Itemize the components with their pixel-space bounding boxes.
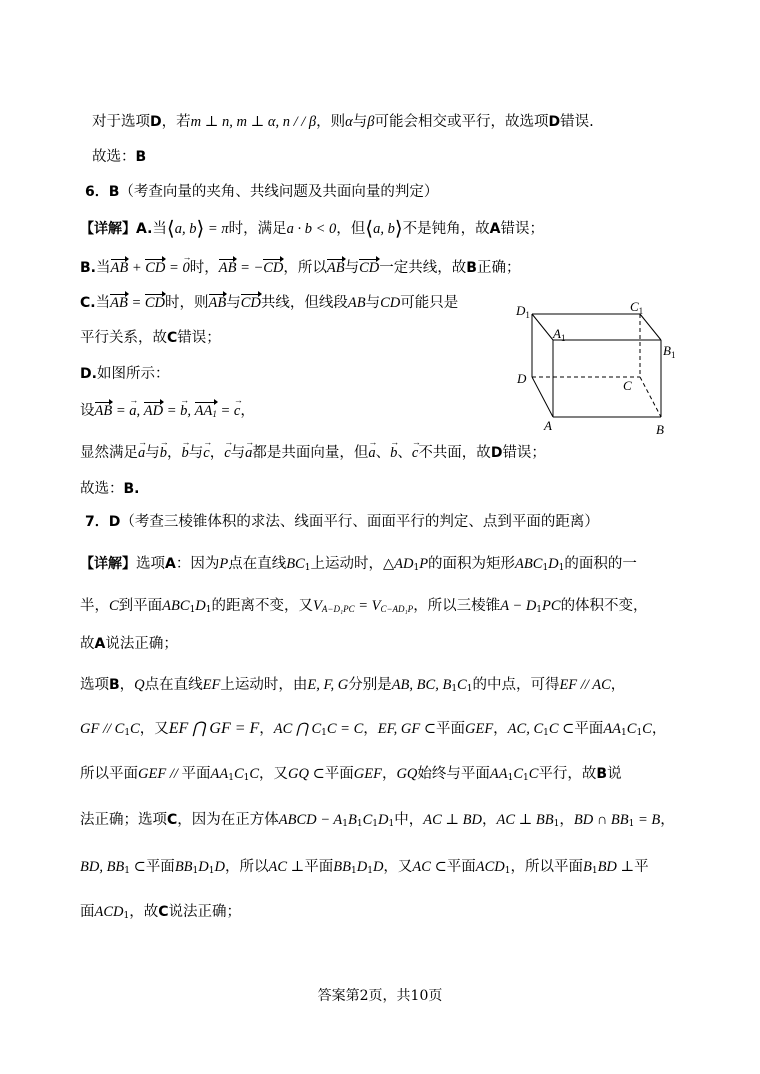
q7-option-a: 【详解】选项A：因为P点在直线$BC_1$上运动时，$\triangle AD_1P$的面积为矩形$ABC_1D_1$的面积的一 — [80, 556, 637, 573]
label-d1: $D_1$ — [516, 303, 530, 320]
label-a: A — [544, 418, 552, 433]
label-c1: $C_1$ — [630, 300, 644, 316]
q6-vector-definitions: 设AB = → a, AD = → b, $AA_1$ = → c， — [80, 401, 255, 424]
q6-option-b: B.当AB + CD = → 0时，AB = −CD，所以AB与CD一定共线，故B正确； — [80, 258, 520, 278]
q7-option-c-perpendicular: BD, $BB_1$ ⊂平面$BB_1D_1D$，所以AC ⊥平面$BB_1D_1D$，又AC ⊂平面$ACD_1$，所以平面$B_1BD$ ⊥平 — [80, 859, 649, 876]
question-6-heading: 6．B（考查向量的夹角、共线问题及共面向量的判定） — [85, 184, 439, 200]
question-7-heading: 7．D（考查三棱锥体积的求法、线面平行、面面平行的判定、点到平面的距离） — [85, 514, 599, 530]
label-b1: $B_1$ — [663, 343, 676, 360]
q6-option-c: C.当AB = CD时，则AB与CD共线，但线段AB与CD可能只是 — [80, 295, 459, 311]
edge-cb-hidden — [640, 377, 661, 417]
q6-option-a: 【详解】A.当⟨a, b⟩ = π时，满足a · b < 0，但⟨a, b⟩不是钝角，故A错误； — [80, 218, 544, 240]
edge-da — [532, 377, 553, 417]
line-answer-5: 故选：B — [92, 149, 147, 165]
q7-option-c-conclusion: 面$ACD_1$，故C说法正确； — [80, 904, 242, 921]
label-a1: $A_1$ — [553, 326, 566, 343]
q6-option-d: D.如图所示： — [80, 366, 170, 382]
q7-option-b-planes: 所以平面GEF // 平面$AA_1C_1C$，又GQ ⊂平面GEF，GQ始终与平面$AA_1C_1C$平行，故B说 — [80, 766, 622, 783]
q6-answer: 故选：B. — [80, 481, 140, 497]
edge-c1b1 — [640, 314, 661, 340]
line-option-d: 对于选项D，若m ⊥ n, m ⊥ α, n / / β，则α与β可能会相交或平行，故选项D错误. — [92, 114, 594, 130]
q6-coplanar-statement: 显然满足→ a与→ b，→ b与→ c，→ c与→ a都是共面向量，但→ a、→ b、→ c不共面，故D错误； — [80, 443, 546, 463]
q7-option-b-parallel-lines: GF // $C_1C$，又EF ⋂ GF = F，AC ⋂ $C_1C = C$，EF, GF ⊂平面GEF，AC, $C_1C$ ⊂平面$AA_1C_1C$， — [80, 720, 667, 738]
edge-d1a1 — [532, 314, 553, 340]
label-d: D — [517, 371, 527, 386]
cuboid-figure — [510, 300, 685, 440]
q7-option-a-conclusion: 故A说法正确； — [80, 636, 178, 652]
label-b: B — [656, 422, 664, 437]
q7-option-b: 选项B，Q点在直线EF上运动时，由E, F, G分别是AB, BC, $B_1C_1$的中点，可得EF // AC， — [80, 677, 626, 694]
q7-option-a-cont: 半，C到平面$ABC_1D_1$的距离不变，又$V_{A-D_1PC} = V_{C-AD_1P}$，所以三棱锥$A - D_1PC$的体积不变， — [80, 598, 648, 615]
q6-option-c-cont: 平行关系，故C错误； — [80, 330, 221, 346]
page-footer: 答案第2页，共10页 — [317, 988, 443, 1004]
label-c: C — [623, 378, 632, 393]
q7-option-c: 法正确；选项C，因为在正方体ABCD − $A_1B_1C_1D_1$中，AC ⊥ BD，AC ⊥ $BB_1$，BD ∩ $BB_1 = B$， — [80, 812, 675, 829]
